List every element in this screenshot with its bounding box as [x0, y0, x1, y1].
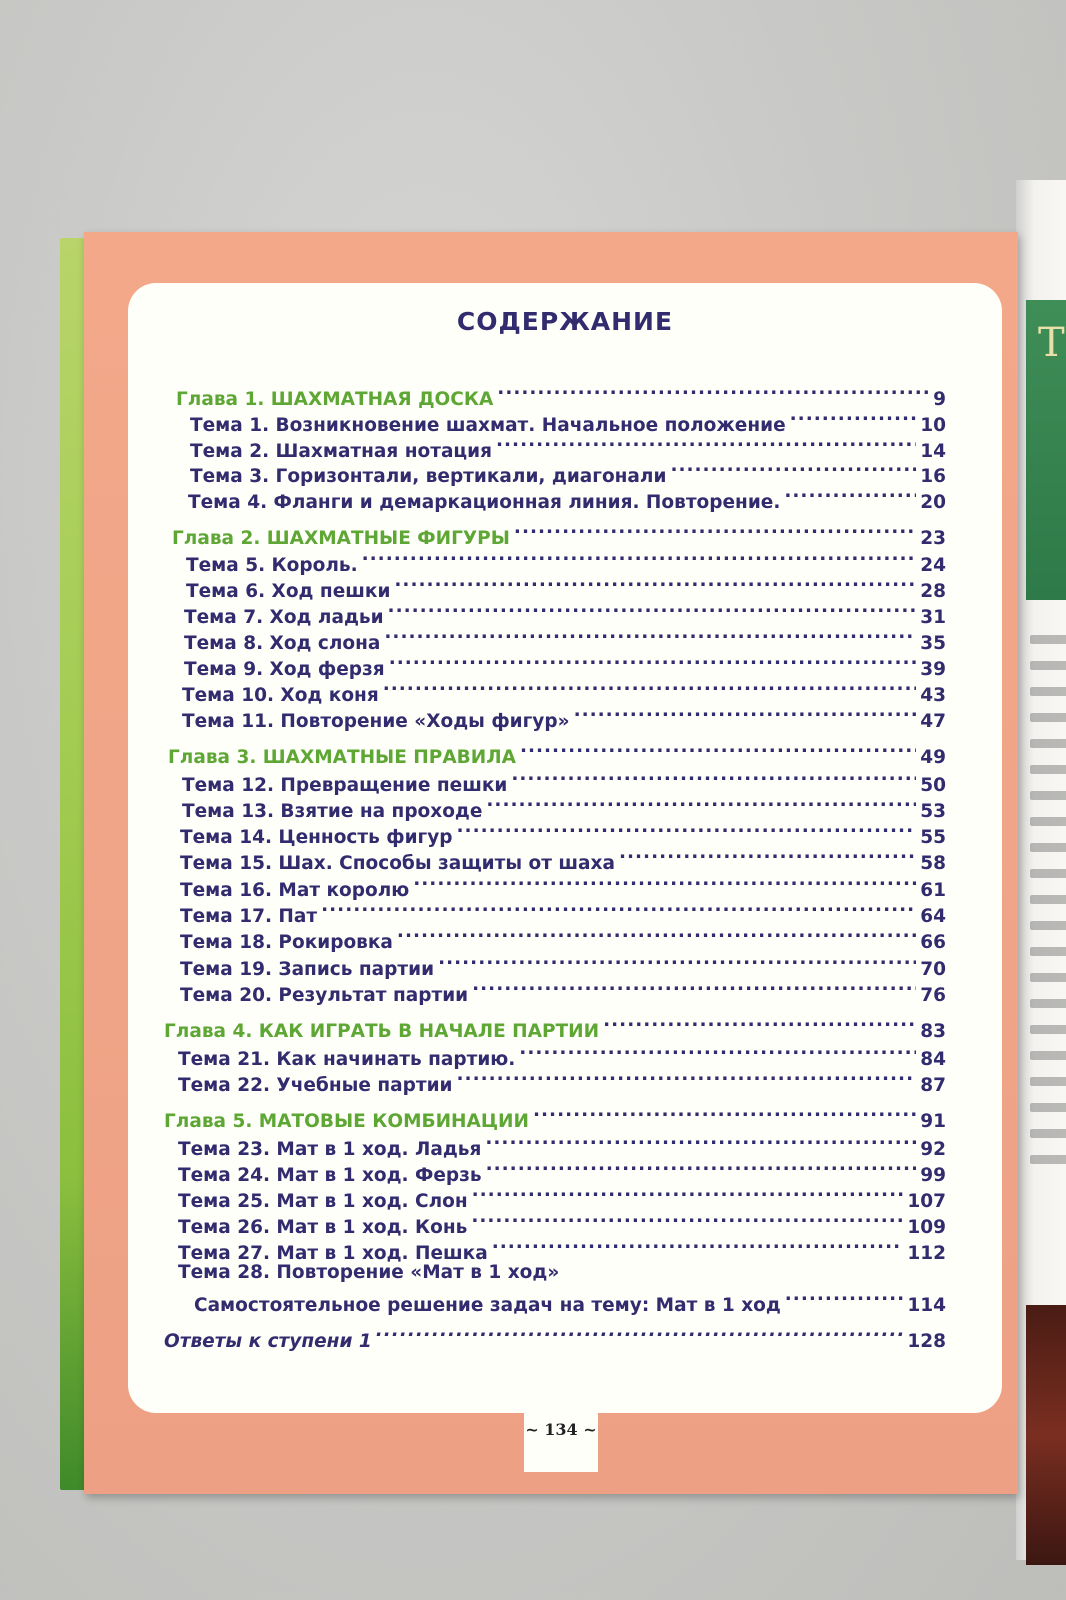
toc-entry-label: Тема 13. Взятие на проходе	[182, 801, 483, 822]
toc-topic	[178, 1067, 946, 1098]
toc-topic	[182, 703, 946, 734]
dot-leader	[496, 433, 916, 457]
toc-topic: Тема 28. Повторение «Мат в 1 ход»	[178, 1262, 560, 1283]
toc-entry-label: Тема 11. Повторение «Ходы фигур»	[182, 711, 570, 732]
toc-page-number: 9	[933, 389, 946, 410]
dot-leader	[413, 872, 916, 896]
dot-leader	[511, 767, 916, 791]
toc-page-number: 23	[920, 528, 946, 549]
dot-leader	[486, 1157, 917, 1181]
toc-page-number: 109	[907, 1217, 946, 1238]
toc-entry-label: Тема 8. Ход слона	[184, 633, 381, 654]
toc-page-number: 10	[920, 415, 946, 436]
toc-topic	[180, 977, 946, 1008]
toc-page-number: 14	[920, 441, 946, 462]
dot-leader	[471, 1209, 903, 1233]
toc-page-number: 76	[920, 985, 946, 1006]
toc-page-number: 64	[920, 906, 946, 927]
toc-entry-label: Тема 14. Ценность фигур	[180, 827, 453, 848]
toc-page-number: 50	[920, 775, 946, 796]
toc-entry-label: Глава 3. ШАХМАТНЫЕ ПРАВИЛА	[168, 747, 516, 768]
dot-leader	[397, 924, 916, 948]
toc-entry-label: Тема 2. Шахматная нотация	[190, 441, 492, 462]
dot-leader	[519, 1041, 916, 1065]
dot-leader	[619, 845, 916, 869]
toc-page-number: 112	[907, 1243, 946, 1264]
toc-entry-label: Глава 2. ШАХМАТНЫЕ ФИГУРЫ	[172, 528, 510, 549]
dot-leader	[388, 599, 917, 623]
toc-entry-label: Тема 25. Мат в 1 ход. Слон	[178, 1191, 468, 1212]
adjacent-page	[1016, 180, 1066, 1560]
toc-page-number: 128	[907, 1331, 946, 1352]
dot-leader	[785, 1287, 904, 1311]
toc-page-number: 58	[920, 853, 946, 874]
dot-leader	[520, 739, 916, 763]
dot-leader	[362, 547, 917, 571]
toc-entry-label: Тема 23. Мат в 1 ход. Ладья	[178, 1139, 482, 1160]
toc-page-number: 53	[920, 801, 946, 822]
toc-entry-label: Тема 21. Как начинать партию.	[178, 1049, 516, 1070]
toc-entry-label: Глава 4. КАК ИГРАТЬ В НАЧАЛЕ ПАРТИИ	[164, 1021, 600, 1042]
contents-card	[128, 283, 1002, 1413]
toc-topic-continuation	[194, 1287, 946, 1318]
dot-leader	[784, 484, 916, 508]
dot-leader	[383, 677, 917, 701]
toc-entry-label: Тема 7. Ход ладьи	[184, 607, 384, 628]
dot-leader	[376, 1323, 904, 1347]
adjacent-page-image: Т	[1026, 300, 1066, 600]
dot-leader	[472, 1183, 904, 1207]
dot-leader	[457, 819, 917, 843]
dot-leader	[486, 793, 916, 817]
toc-page-number: 61	[920, 880, 946, 901]
dot-leader	[603, 1013, 916, 1037]
toc-page-number: 20	[920, 492, 946, 513]
toc-entry-label: Тема 9. Ход ферзя	[184, 659, 385, 680]
toc-page-number: 35	[920, 633, 946, 654]
dot-leader	[497, 381, 929, 405]
toc-page-number: 43	[920, 685, 946, 706]
toc-entry-label: Тема 27. Мат в 1 ход. Пешка	[178, 1243, 488, 1264]
toc-page-number: 49	[920, 747, 946, 768]
dot-leader	[670, 458, 916, 482]
toc-page-number: 87	[920, 1075, 946, 1096]
toc-chapter	[168, 739, 946, 770]
toc-entry-label: Тема 3. Горизонтали, вертикали, диагонали	[190, 466, 667, 487]
toc-entry-label: Ответы к ступени 1	[164, 1331, 372, 1352]
toc-topic	[188, 484, 946, 515]
dot-leader	[574, 703, 917, 727]
dot-leader	[321, 898, 916, 922]
toc-page-number: 92	[920, 1139, 946, 1160]
adjacent-page-text	[1030, 635, 1066, 1181]
toc-entry-label: Тема 24. Мат в 1 ход. Ферзь	[178, 1165, 482, 1186]
toc-entry-label: Тема 17. Пат	[180, 906, 318, 927]
page-title: СОДЕРЖАНИЕ	[456, 307, 674, 336]
toc-entry-label: Тема 20. Результат партии	[180, 985, 469, 1006]
toc-page-number: 39	[920, 659, 946, 680]
toc-entry-label: Тема 6. Ход пешки	[186, 581, 391, 602]
toc-page-number: 55	[920, 827, 946, 848]
toc-page-number: 84	[920, 1049, 946, 1070]
toc-entry-label: Тема 22. Учебные партии	[178, 1075, 453, 1096]
dot-leader	[472, 977, 916, 1001]
dot-leader	[790, 407, 917, 431]
toc-entry-label: Тема 15. Шах. Способы защиты от шаха	[180, 853, 615, 874]
toc-answers	[164, 1323, 946, 1354]
toc-entry-label: Тема 16. Мат королю	[180, 880, 410, 901]
dot-leader	[514, 520, 916, 544]
toc-page-number: 31	[920, 607, 946, 628]
toc-page-number: 28	[920, 581, 946, 602]
dot-leader	[457, 1067, 917, 1091]
toc-entry-label: Тема 5. Король.	[186, 555, 358, 576]
dot-leader	[389, 651, 917, 675]
toc-entry-label: Тема 26. Мат в 1 ход. Конь	[178, 1217, 468, 1238]
toc-page-number: 91	[920, 1111, 946, 1132]
toc-entry-label: Тема 10. Ход коня	[182, 685, 379, 706]
toc-page-number: 99	[920, 1165, 946, 1186]
toc-entry-label: Тема 1. Возникновение шахмат. Начальное положение	[190, 415, 786, 436]
toc-chapter	[164, 1013, 946, 1044]
toc-entry-label: Тема 4. Фланги и демаркационная линия. Повторение.	[188, 492, 781, 513]
toc-page-number: 66	[920, 932, 946, 953]
toc-page-number: 83	[920, 1021, 946, 1042]
toc-page-number: 47	[920, 711, 946, 732]
dot-leader	[394, 573, 916, 597]
toc-entry-label: Самостоятельное решение задач на тему: Мат в 1 ход	[194, 1295, 781, 1316]
toc-page-number: 70	[920, 959, 946, 980]
dot-leader	[492, 1235, 904, 1259]
dot-leader	[384, 625, 916, 649]
toc-chapter	[164, 1103, 946, 1134]
toc-entry-label: Глава 5. МАТОВЫЕ КОМБИНАЦИИ	[164, 1111, 529, 1132]
toc-entry-label: Тема 18. Рокировка	[180, 932, 393, 953]
page-number: ~ 134 ~	[525, 1420, 597, 1439]
dot-leader	[485, 1131, 916, 1155]
toc-entry-label: Тема 19. Запись партии	[180, 959, 435, 980]
dot-leader	[533, 1103, 916, 1127]
toc-entry-label: Глава 1. ШАХМАТНАЯ ДОСКА	[176, 389, 494, 410]
toc-page-number: 107	[907, 1191, 946, 1212]
toc-page-number: 16	[920, 466, 946, 487]
toc-entry-label: Тема 12. Превращение пешки	[182, 775, 508, 796]
toc-page-number: 24	[920, 555, 946, 576]
toc-page-number: 114	[907, 1295, 946, 1316]
dot-leader	[438, 951, 916, 975]
adjacent-page-photo	[1026, 1305, 1066, 1565]
page-number-tab	[524, 1408, 598, 1472]
